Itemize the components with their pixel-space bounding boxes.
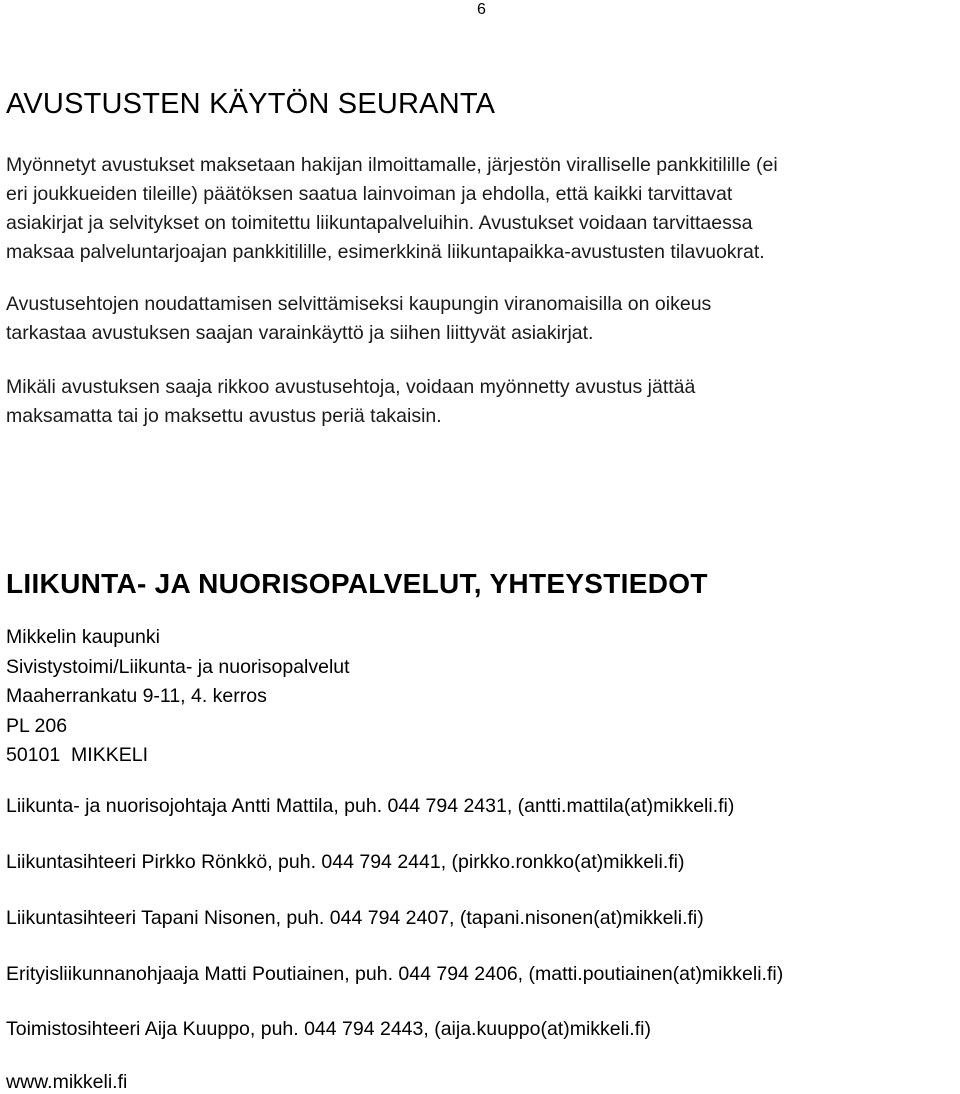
address-line-department: Sivistystoimi/Liikunta- ja nuorisopalvelut [6,655,350,678]
address-block [6,623,350,771]
contact-special-instructor: Erityisliikunnanohjaaja Matti Poutiainen, puh. 044 794 2406, (matti.poutiainen(at)mikkeli.fi) [6,963,784,985]
page-number: 6 [477,1,486,18]
paragraph-inspection-rights: Avustusehtojen noudattamisen selvittämiseksi kaupungin viranomaisilla on oikeus tarkastaa avustuksen saajan varainkäyttö ja siihen liittyvät asiakirjat. [6,293,712,344]
address-line-organization: Mikkelin kaupunki [6,626,160,648]
address-line-postal-city: 50101 MIKKELI [6,744,149,766]
contact-secretary-nisonen: Liikuntasihteeri Tapani Nisonen, puh. 044 794 2407, (tapani.nisonen(at)mikkeli.fi) [6,907,704,929]
contact-secretary-ronkko: Liikuntasihteeri Pirkko Rönkkö, puh. 044 794 2441, (pirkko.ronkko(at)mikkeli.fi) [6,851,685,873]
website-link[interactable]: www.mikkeli.fi [6,1071,128,1093]
address-line-po-box: PL 206 [6,714,68,737]
paragraph-repayment: Mikäli avustuksen saaja rikkoo avustusehtoja, voidaan myönnetty avustus jättää maksamatta tai jo maksettu avustus periä takaisin. [6,376,696,427]
section-heading-grant-monitoring: AVUSTUSTEN KÄYTÖN SEURANTA [6,88,496,120]
contact-director: Liikunta- ja nuorisojohtaja Antti Mattila, puh. 044 794 2431, (antti.mattila(at)mikkeli.fi) [6,795,735,817]
address-line-street: Maaherrankatu 9-11, 4. kerros [6,685,267,707]
section-heading-contact-info: LIIKUNTA- JA NUORISOPALVELUT, YHTEYSTIEDOT [6,568,708,599]
paragraph-payment-terms: Myönnetyt avustukset maksetaan hakijan ilmoittamalle, järjestön viralliselle pankkitilille (ei eri joukkueiden tileille) päätöksen saatua lainvoiman ja ehdolla, että kaikki tarvittavat asiakirjat ja selvitykset on toimitettu liikuntapalveluihin. Avustukset voidaan tarvittaessa maksaa palveluntarjoajan pankkitilille, esimerkkinä liikuntapaikka-avustusten tilavuokrat. [6,154,778,263]
contact-office-secretary: Toimistosihteeri Aija Kuuppo, puh. 044 794 2443, (aija.kuuppo(at)mikkeli.fi) [6,1018,651,1040]
